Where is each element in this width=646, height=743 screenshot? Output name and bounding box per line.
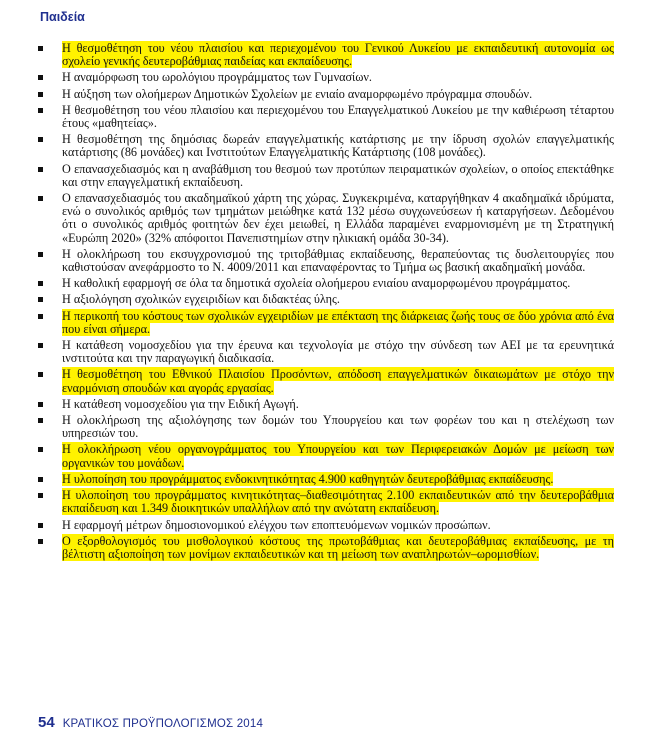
bullet-icon — [38, 281, 43, 286]
list-item-text: Η υλοποίηση του προγράμματος ενδοκινητικότητας 4.900 καθηγητών δευτεροβάθμιας εκπαίδευσης. — [62, 471, 554, 486]
list-item — [38, 277, 614, 290]
list-item-text: Η υλοποίηση του προγράμματος κινητικότητας–διαθεσιμότητας 2.100 εκπαιδευτικών από την δευτεροβάθμια εκπαίδευση και 1.349 διοικητικών υπαλλήλων από την ανώτατη εκπαίδευση. — [62, 488, 614, 516]
list-item-text: Η κατάθεση νομοσχεδίου για την έρευνα και τεχνολογία με στόχο την σύνδεση των ΑΕΙ με τα ερευνητικά ινστιτούτα και την παραγωγική διαδικασία. — [62, 338, 614, 366]
footer-title: ΚΡΑΤΙΚΟΣ ΠΡΟΫΠΟΛΟΓΙΣΜΟΣ 2014 — [62, 718, 264, 730]
bullet-icon — [38, 477, 43, 482]
list-item — [38, 473, 614, 486]
list-item — [38, 535, 614, 561]
list-item-text: Η αύξηση των ολοήμερων Δημοτικών Σχολείων με ενιαίο αναμορφωμένο πρόγραμμα σπουδών. — [62, 86, 533, 101]
list-item — [38, 414, 614, 440]
list-item-text: Η θεσμοθέτηση του νέου πλαισίου και περιεχομένου του Επαγγελματικού Λυκείου με την καθιέρωση τέταρτου έτους «μαθητείας». — [62, 102, 614, 131]
bullet-icon — [38, 297, 43, 302]
bullet-icon — [38, 108, 43, 113]
list-item — [38, 192, 614, 245]
bullet-icon — [38, 343, 43, 348]
bullet-icon — [38, 447, 43, 452]
list-item — [38, 163, 614, 189]
list-item-text: Ο επανασχεδιασμός και η αναβάθμιση του θεσμού των προτύπων πειραματικών σχολείων, ο οποίος επεκτάθηκε και στην επαγγελματική εκπαίδευση. — [62, 161, 614, 189]
bullet-icon — [38, 75, 43, 80]
bullet-icon — [38, 196, 43, 201]
bullet-icon — [38, 252, 43, 257]
list-item — [38, 42, 614, 68]
list-item-text: Ο εξορθολογισμός του μισθολογικού κόστους της πρωτοβάθμιας και δευτεροβάθμιας εκπαίδευσης, με τη βέλτιστη αξιοποίηση των μονίμων εκπαιδευτικών και τη μείωση των αναπληρωτών–ωρομισθίων. — [62, 533, 614, 561]
list-item — [38, 368, 614, 394]
list-item-text: Η αξιολόγηση σχολικών εγχειριδίων και διδακτέας ύλης. — [62, 292, 340, 307]
list-item — [38, 398, 614, 411]
list-item — [38, 248, 614, 274]
list-item-text: Η καθολική εφαρμογή σε όλα τα δημοτικά σχολεία ολοήμερου ενιαίου αναμορφωμένου προγράμματος. — [62, 276, 571, 291]
page-footer — [38, 714, 263, 731]
list-item — [38, 293, 614, 306]
list-item-text: Η αναμόρφωση του ωρολόγιου προγράμματος των Γυμνασίων. — [62, 70, 372, 85]
bullet-icon — [38, 167, 43, 172]
bullet-icon — [38, 46, 43, 51]
bullet-icon — [38, 539, 43, 544]
list-item-text: Η θεσμοθέτηση του νέου πλαισίου και περιεχομένου του Γενικού Λυκείου με εκπαιδευτική αυτονομία ως σχολείο γενικής δευτεροβάθμιας παιδείας και εκπαίδευσης. — [62, 41, 614, 69]
list-item — [38, 104, 614, 130]
bullet-icon — [38, 314, 43, 319]
bullet-list — [38, 42, 614, 564]
list-item — [38, 88, 614, 101]
list-item — [38, 519, 614, 532]
list-item-text: Η θεσμοθέτηση της δημόσιας δωρεάν επαγγελματικής κατάρτισης με την ίδρυση σχολών επαγγελματικής κατάρτισης (86 μονάδες) και Ινστιτούτων Επαγγελματικής Κατάρτισης (108 μονάδες). — [62, 132, 614, 160]
list-item — [38, 71, 614, 84]
bullet-icon — [38, 523, 43, 528]
bullet-icon — [38, 493, 43, 498]
bullet-icon — [38, 137, 43, 142]
page-number: 54 — [38, 714, 55, 731]
list-item-text: Η ολοκλήρωση νέου οργανογράμματος του Υπουργείου και των Περιφερειακών Δομών με μείωση των οργανικών του μονάδων. — [62, 442, 614, 470]
page-title: Παιδεία — [40, 10, 85, 24]
list-item-text: Η εφαρμογή μέτρων δημοσιονομικού ελέγχου των εποπτευόμενων νομικών προσώπων. — [62, 517, 491, 532]
list-item — [38, 133, 614, 159]
list-item — [38, 443, 614, 469]
list-item-text: Η ολοκλήρωση της αξιολόγησης των δομών του Υπουργείου και των φορέων του και η στελέχωση των υπηρεσιών του. — [62, 413, 614, 441]
list-item-text: Η θεσμοθέτηση του Εθνικού Πλαισίου Προσόντων, απόδοση επαγγελματικών δικαιωμάτων με στόχο την εναρμόνιση σπουδών και αγοράς εργασίας. — [62, 367, 614, 395]
list-item — [38, 339, 614, 365]
list-item — [38, 310, 614, 336]
list-item — [38, 489, 614, 515]
bullet-icon — [38, 402, 43, 407]
list-item-text: Ο επανασχεδιασμός του ακαδημαϊκού χάρτη της χώρας. Συγκεκριμένα, καταργήθηκαν 4 ακαδημαϊκά ιδρύματα, ενώ ο συνολικός αριθμός των τμημάτων μειώθηκε κατά 132 μέσω συγχωνεύσεων ή καταργήσεων. Δεδομένου ότι ο συνολικός αριθμός φοιτητών δεν έχει μειωθεί, η Ελλάδα παραμένει εναρμονισμένη με τη Στρατηγική «Ευρώπη 2020» (32% απόφοιτοι Πανεπιστημίων στην ηλικιακή ομάδα 30-34). — [62, 191, 614, 245]
list-item-text: Η κατάθεση νομοσχεδίου για την Ειδική Αγωγή. — [62, 396, 299, 411]
bullet-icon — [38, 418, 43, 423]
bullet-icon — [38, 92, 43, 97]
list-item-text: Η ολοκλήρωση του εκσυγχρονισμού της τριτοβάθμιας εκπαίδευσης, θεραπεύοντας τις δυσλειτουργίες που καθιστούσαν ανεφάρμοστο το Ν. 4009/2011 και επαναφέροντας το Τμήμα ως βασική ακαδημαϊκή μονάδα. — [62, 246, 614, 275]
bullet-icon — [38, 372, 43, 377]
list-item-text: Η περικοπή του κόστους των σχολικών εγχειριδίων με επέκταση της διάρκειας ζωής τους σε δύο χρόνια από ένα που είναι σήμερα. — [62, 308, 614, 336]
